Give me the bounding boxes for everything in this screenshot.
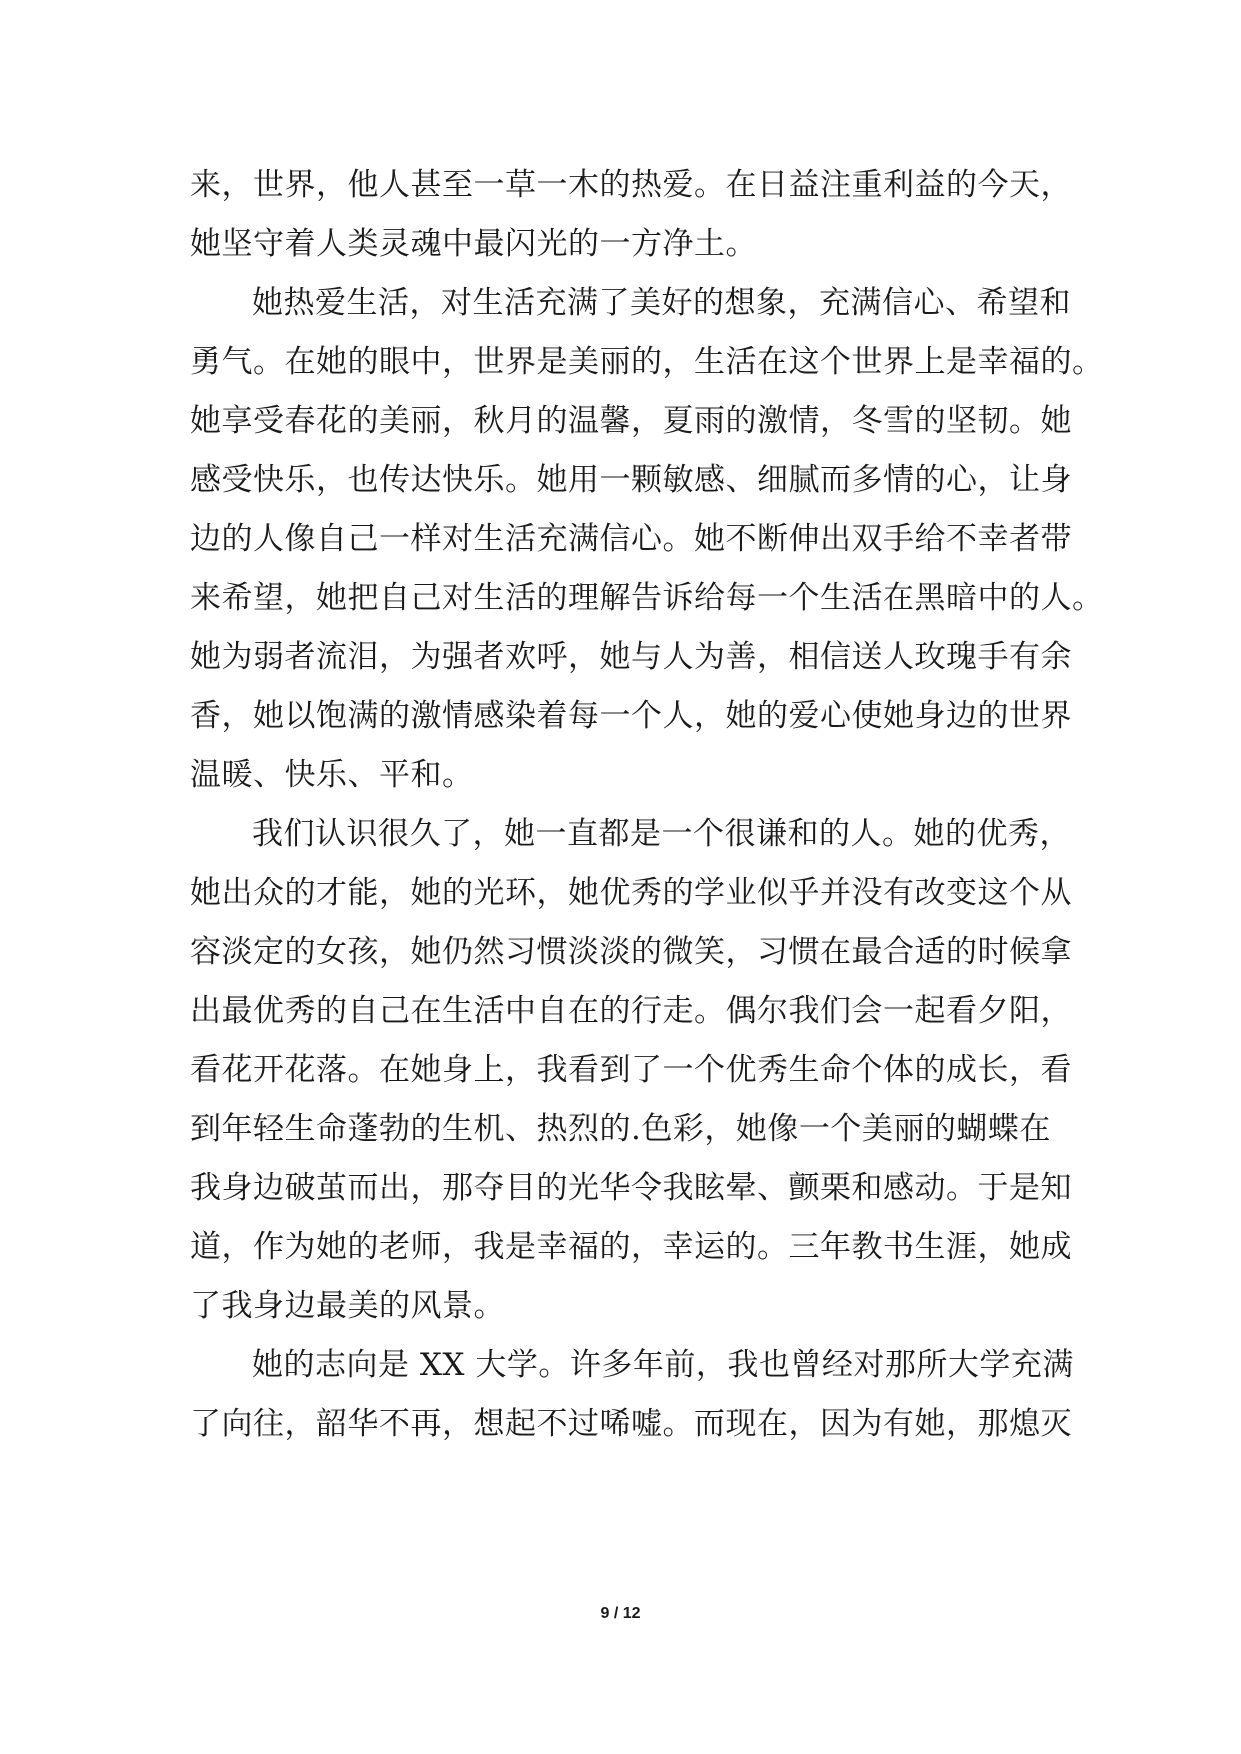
text-line: 香，她以饱满的激情感染着每一个人，她的爱心使她身边的世界 [190,698,1072,734]
text-line: 了向往，韶华不再，想起不过唏嘘。而现在，因为有她，那熄灭 [190,1406,1072,1442]
text-line: 她为弱者流泪，为强者欢呼，她与人为善，相信送人玫瑰手有余 [190,639,1072,675]
text-line: 来，世界，他人甚至一草一木的热爱。在日益注重利益的今天， [190,167,1072,203]
text-line: 她热爱生活，对生活充满了美好的想象，充满信心、希望和 [252,285,1071,321]
text-line: 她享受春花的美丽，秋月的温馨，夏雨的激情，冬雪的坚韧。她 [190,403,1072,439]
page-number: 9 / 12 [600,1605,641,1622]
text-line: 出最优秀的自己在生活中自在的行走。偶尔我们会一起看夕阳， [190,993,1072,1029]
text-line: 她坚守着人类灵魂中最闪光的一方净土。 [190,226,757,262]
text-line: 看花开花落。在她身上，我看到了一个优秀生命个体的成长，看 [190,1052,1072,1088]
text-line: 感受快乐，也传达快乐。她用一颗敏感、细腻而多情的心，让身 [190,462,1072,498]
text-line: 了我身边最美的风景。 [190,1288,505,1324]
text-line: 她出众的才能，她的光环，她优秀的学业似乎并没有改变这个从 [190,875,1072,911]
text-line: 勇气。在她的眼中，世界是美丽的，生活在这个世界上是幸福的。 [190,344,1104,380]
text-line: 来希望，她把自己对生活的理解告诉给每一个生活在黑暗中的人。 [190,580,1104,616]
text-line: 道，作为她的老师，我是幸福的，幸运的。三年教书生涯，她成 [190,1229,1072,1265]
text-line: 到年轻生命蓬勃的生机、热烈的.色彩，她像一个美丽的蝴蝶在 [190,1111,1051,1147]
text-line: 我身边破茧而出，那夺目的光华令我眩晕、颤栗和感动。于是知 [190,1170,1072,1206]
text-line: 我们认识很久了，她一直都是一个很谦和的人。她的优秀， [252,816,1071,852]
text-line: 温暖、快乐、平和。 [190,757,474,793]
text-line: 容淡定的女孩，她仍然习惯淡淡的微笑，习惯在最合适的时候拿 [190,934,1072,970]
text-line: 她的志向是 XX 大学。许多年前，我也曾经对那所大学充满 [252,1347,1074,1383]
text-line: 边的人像自己一样对生活充满信心。她不断伸出双手给不幸者带 [190,521,1072,557]
